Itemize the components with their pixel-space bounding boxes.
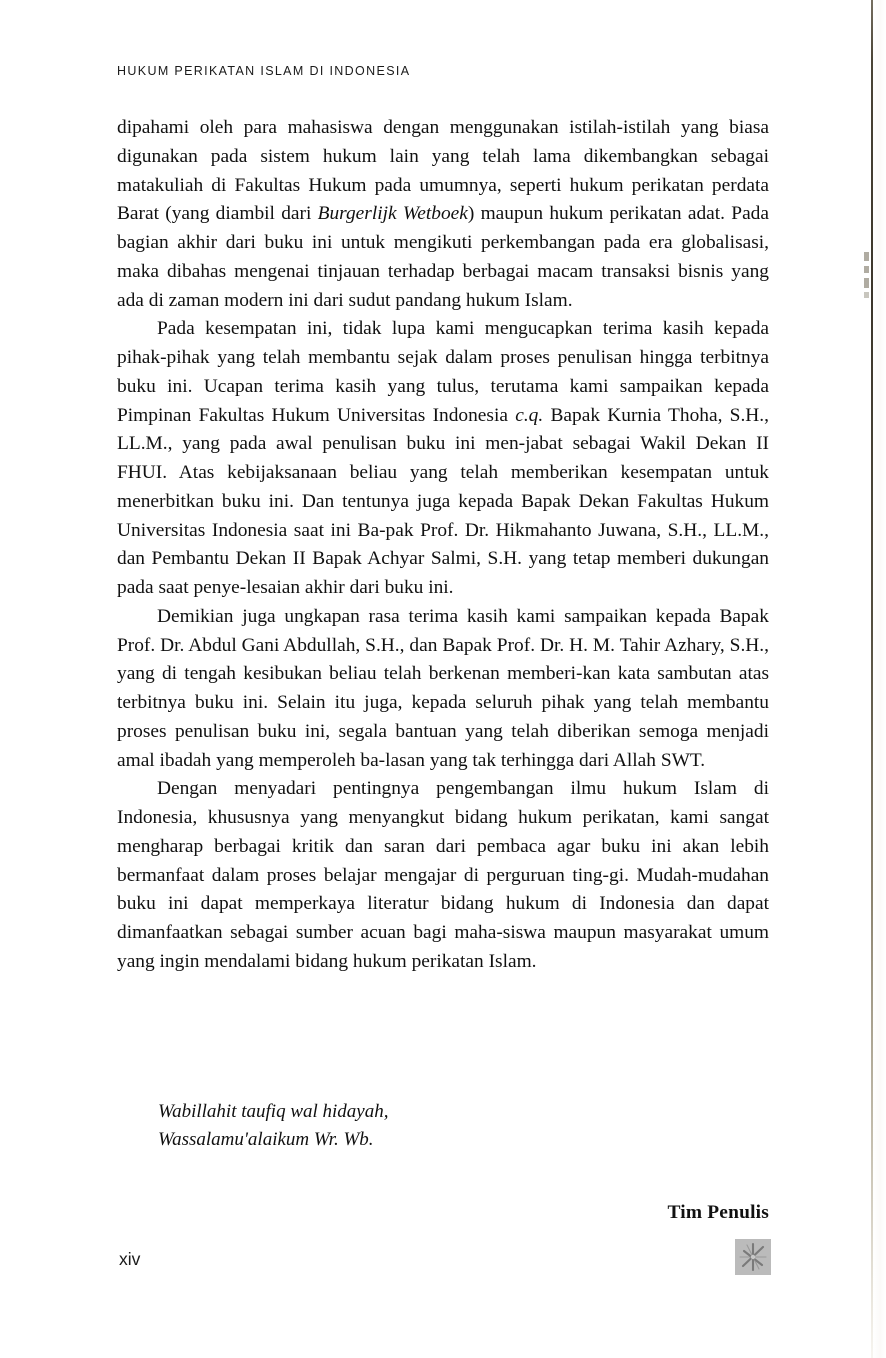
abbreviation-cq: c.q. xyxy=(515,404,544,426)
paragraph-2-text-before-italic: Pada kesempatan ini, tidak lupa kami mengucapkan terima kasih kepada pihak-pihak yang telah membantu sejak dalam proses penulisan hingga terbitnya buku ini. Ucapan terima kasih yang tulus, terutama kami sampaikan kepada Pimpinan Fakultas Hukum Universitas Indonesia xyxy=(117,318,769,426)
starburst-mark-icon xyxy=(735,1239,771,1275)
signature-author: Tim Penulis xyxy=(667,1202,769,1223)
body-text-block xyxy=(117,114,769,977)
paragraph-1-text-before-italic: dipahami oleh para mahasiswa dengan menggunakan istilah-istilah yang biasa digunakan pada sistem hukum lain yang telah lama dikembangkan sebagai matakuliah di Fakultas Hukum pada umumnya, seperti hukum perikatan perdata Barat (yang diambil dari xyxy=(117,117,769,225)
book-title-burgerlijk-wetboek: Burgerlijk Wetboek xyxy=(317,203,468,225)
paragraph-1-text-after-italic: ) maupun hukum perikatan adat. Pada bagian akhir dari buku ini untuk mengikuti perkembangan pada era globalisasi, maka dibahas mengenai tinjauan terhadap berbagai macam transaksi bisnis yang ada di zaman modern ini dari sudut pandang hukum Islam. xyxy=(117,203,769,311)
paragraph-2 xyxy=(117,315,769,603)
scan-artifact xyxy=(864,278,869,288)
page-number: xiv xyxy=(119,1249,141,1269)
paragraph-1 xyxy=(117,114,769,315)
closing-line-2: Wassalamu'alaikum Wr. Wb. xyxy=(158,1129,374,1150)
paragraph-3: Demikian juga ungkapan rasa terima kasih kami sampaikan kepada Bapak Prof. Dr. Abdul Gani Abdullah, S.H., dan Bapak Prof. Dr. H. M. Tahir Azhary, S.H., yang di tengah kesibukan beliau telah berkenan memberi-kan kata sambutan atas terbitnya buku ini. Selain itu juga, kepada seluruh pihak yang telah membantu proses penulisan buku ini, segala bantuan yang telah diberikan semoga menjadi amal ibadah yang memperoleh ba-lasan yang tak terhingga dari Allah SWT. xyxy=(117,605,769,771)
paragraph-4: Dengan menyadari pentingnya pengembangan ilmu hukum Islam di Indonesia, khususnya yang menyangkut bidang hukum perikatan, kami sangat mengharap berbagai kritik dan saran dari pembaca agar buku ini akan lebih bermanfaat dalam proses belajar mengajar di perguruan ting-gi. Mudah-mudahan buku ini dapat memperkaya literatur bidang hukum di Indonesia dan dapat dimanfaatkan sebagai sumber acuan bagi maha-siswa maupun masyarakat umum yang ingin mendalami bidang hukum perikatan Islam. xyxy=(117,778,769,972)
page-edge-gradient xyxy=(873,0,886,1358)
closing-line-1: Wabillahit taufiq wal hidayah, xyxy=(158,1101,389,1122)
running-head: HUKUM PERIKATAN ISLAM DI INDONESIA xyxy=(117,64,411,78)
scan-artifact xyxy=(864,292,869,298)
paragraph-2-text-after-italic: Bapak Kurnia Thoha, S.H., LL.M., yang pada awal penulisan buku ini men-jabat sebagai Wakil Dekan II FHUI. Atas kebijaksanaan beliau yang telah memberikan kesempatan untuk menerbitkan buku ini. Dan tentunya juga kepada Bapak Dekan Fakultas Hukum Universitas Indonesia saat ini Ba-pak Prof. Dr. Hikmahanto Juwana, S.H., LL.M., dan Pembantu Dekan II Bapak Achyar Salmi, S.H. yang tetap memberi dukungan pada saat penye-lesaian akhir dari buku ini. xyxy=(117,404,770,598)
scan-artifact xyxy=(864,252,869,261)
closing-salutation xyxy=(158,1098,718,1154)
page-binding-shadow xyxy=(871,0,873,1358)
scan-artifact xyxy=(864,266,869,273)
